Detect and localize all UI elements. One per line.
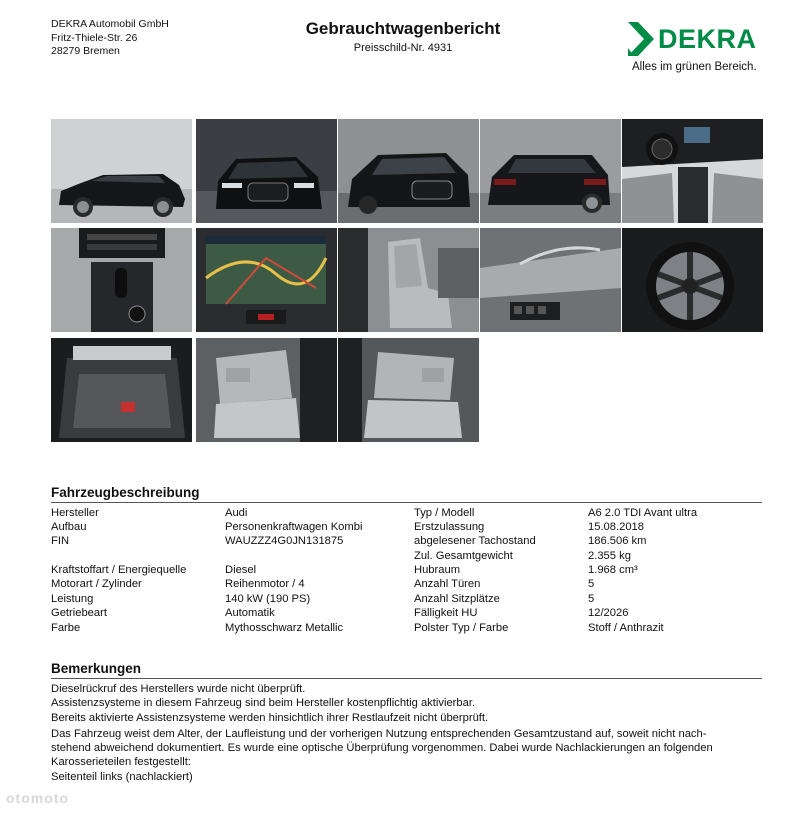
- spec-row: [51, 592, 762, 606]
- spec-label: Anzahl Sitzplätze: [414, 593, 500, 605]
- photo-center-console[interactable]: [51, 228, 192, 332]
- dekra-logo: [626, 18, 766, 80]
- dealer-name: DEKRA Automobil GmbH: [51, 18, 169, 30]
- spec-label: Fälligkeit HU: [414, 607, 478, 619]
- report-title: Gebrauchtwagenbericht: [305, 19, 501, 38]
- spec-value: 140 kW (190 PS): [225, 593, 311, 605]
- spec-row: [51, 534, 762, 548]
- remarks-heading: Bemerkungen: [51, 661, 142, 676]
- spec-row: [51, 606, 762, 620]
- remarks-body: [51, 682, 766, 784]
- dekra-chevron-icon: [628, 22, 656, 56]
- remark-line: Bereits aktivierte Assistenzsysteme werden hinsichtlich ihrer Restlaufzeit nicht überprüft.: [51, 711, 489, 724]
- spec-value: 186.506 km: [588, 535, 647, 547]
- photo-dashboard[interactable]: [622, 119, 763, 223]
- spec-label: FIN: [51, 535, 70, 547]
- dekra-wordmark: DEKRA: [658, 24, 757, 54]
- section-divider: [51, 678, 762, 679]
- report-header: [253, 18, 553, 55]
- spec-row: [51, 563, 762, 577]
- spec-row: [51, 506, 762, 520]
- spec-row: [51, 577, 762, 591]
- spec-value: 2.355 kg: [588, 550, 631, 562]
- spec-label: Erstzulassung: [414, 521, 485, 533]
- vehicle-description-heading: Fahrzeugbeschreibung: [51, 485, 200, 500]
- section-divider: [51, 502, 762, 503]
- spec-value: Stoff / Anthrazit: [588, 622, 664, 634]
- remark-line: Dieselrückruf des Herstellers wurde nicht überprüft.: [51, 683, 306, 695]
- spec-value: 12/2026: [588, 607, 629, 619]
- photo-exterior-rear[interactable]: [480, 119, 621, 223]
- watermark: otomoto: [6, 790, 69, 806]
- spec-value: A6 2.0 TDI Avant ultra: [588, 507, 698, 519]
- photo-rear-seats-left[interactable]: [196, 338, 337, 442]
- photo-exterior-front-three-quarter[interactable]: [338, 119, 479, 223]
- remark-line: Karosserieteilen festgestellt:: [51, 756, 191, 769]
- spec-label: Aufbau: [51, 521, 87, 533]
- spec-label: Typ / Modell: [414, 507, 475, 519]
- spec-value: WAUZZZ4G0JN131875: [225, 535, 344, 547]
- price-tag-number: Preisschild-Nr. 4931: [353, 42, 453, 54]
- spec-value: Audi: [225, 507, 248, 519]
- spec-value: Mythosschwarz Metallic: [225, 622, 344, 634]
- spec-label: Farbe: [51, 622, 81, 634]
- dealer-city: 28279 Bremen: [51, 45, 120, 57]
- spec-value: 1.968 cm³: [588, 564, 638, 576]
- photo-rear-seats-right[interactable]: [338, 338, 479, 442]
- dekra-slogan: Alles im grünen Bereich.: [632, 61, 757, 73]
- spec-row: [51, 549, 762, 563]
- spec-value: 5: [588, 593, 595, 605]
- remark-line: Das Fahrzeug weist dem Alter, der Laufleistung und der vorherigen Nutzung entsprechenden Gesamtzustand auf, soweit nicht nach-: [51, 727, 707, 740]
- spec-label: Kraftstoffart / Energiequelle: [51, 564, 187, 576]
- spec-value: Automatik: [225, 607, 275, 619]
- photo-navigation-screen[interactable]: [196, 228, 337, 332]
- spec-row: [51, 621, 762, 635]
- spec-value: Personenkraftwagen Kombi: [225, 521, 363, 533]
- spec-value: Diesel: [225, 564, 257, 576]
- spec-label: Zul. Gesamtgewicht: [414, 550, 513, 562]
- spec-label: Hubraum: [414, 564, 461, 576]
- photo-exterior-side[interactable]: [51, 119, 192, 223]
- photo-front-seats[interactable]: [338, 228, 479, 332]
- spec-value: 5: [588, 578, 595, 590]
- remark-line: stehend abweichend dokumentiert. Es wurde eine optische Überprüfung vorgenommen. Dabei wurde Nachlackierungen an folgenden: [51, 742, 713, 755]
- photo-exterior-front[interactable]: [196, 119, 337, 223]
- spec-value: 15.08.2018: [588, 521, 644, 533]
- spec-label: Anzahl Türen: [414, 578, 481, 590]
- photo-trunk[interactable]: [51, 338, 192, 442]
- spec-label: Hersteller: [51, 507, 99, 519]
- spec-label: Getriebeart: [51, 607, 107, 619]
- dealer-address: [51, 18, 169, 59]
- remark-line: Assistenzsysteme in diesem Fahrzeug sind beim Hersteller kostenpflichtig aktivierbar.: [51, 697, 476, 710]
- photo-wheel[interactable]: [622, 228, 763, 332]
- photo-door-panel[interactable]: [480, 228, 621, 332]
- spec-label: Polster Typ / Farbe: [414, 622, 509, 634]
- photo-gallery: [51, 119, 763, 445]
- spec-label: Leistung: [51, 593, 94, 605]
- dealer-street: Fritz-Thiele-Str. 26: [51, 31, 138, 44]
- spec-row: [51, 520, 762, 534]
- remark-line: Seitenteil links (nachlackiert): [51, 770, 193, 783]
- spec-label: Motorart / Zylinder: [51, 578, 142, 590]
- spec-value: Reihenmotor / 4: [225, 578, 305, 590]
- spec-label: abgelesener Tachostand: [414, 535, 536, 547]
